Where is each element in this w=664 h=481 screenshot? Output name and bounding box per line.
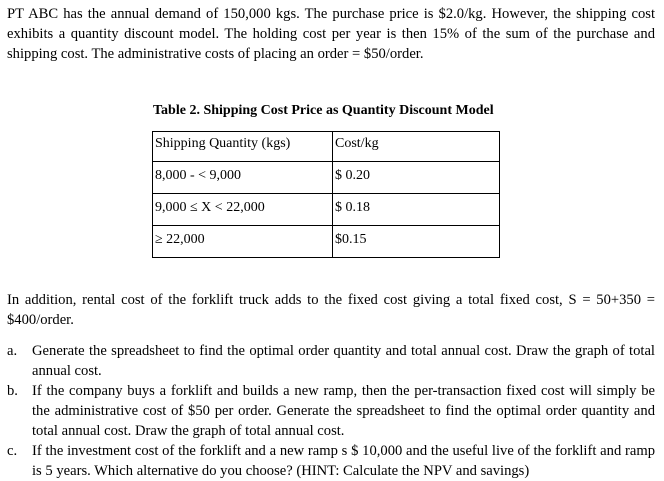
quantity-cell: ≥ 22,000 — [153, 226, 333, 258]
task-text: If the company buys a forklift and builds a new ramp, then the per-transaction fixed cost will simply be the administrative cost of $50 per order. Generate the spreadsheet to find the optimal order quantity and total annual cost. Draw the graph of total annual cost. — [32, 383, 655, 439]
task-marker: b. — [7, 383, 18, 399]
table-row — [153, 162, 500, 194]
fixed-cost-paragraph: In addition, rental cost of the forklift truck adds to the fixed cost giving a total fixed cost, S = 50+350 = $400/order. — [7, 292, 655, 328]
table-header-row — [153, 132, 500, 162]
shipping-cost-table — [152, 131, 500, 258]
header-shipping-quantity: Shipping Quantity (kgs) — [153, 132, 333, 162]
cost-cell: $ 0.18 — [333, 194, 500, 226]
task-marker: c. — [7, 443, 18, 459]
quantity-cell: 8,000 - < 9,000 — [153, 162, 333, 194]
task-text: Generate the spreadsheet to find the optimal order quantity and total annual cost. Draw the graph of total annual cost. — [32, 343, 655, 379]
intro-paragraph: PT ABC has the annual demand of 150,000 kgs. The purchase price is $2.0/kg. However, the shipping cost exhibits a quantity discount model. The holding cost per year is then 15% of the sum of the purchase and shipping cost. The administrative costs of placing an order = $50/order. — [7, 6, 655, 62]
task-list — [7, 341, 655, 481]
task-item-b — [7, 381, 655, 441]
quantity-cell: 9,000 ≤ X < 22,000 — [153, 194, 333, 226]
task-marker: a. — [7, 343, 18, 359]
table-title: Table 2. Shipping Cost Price as Quantity Discount Model — [153, 103, 494, 118]
table-row — [153, 226, 500, 258]
cost-cell: $ 0.20 — [333, 162, 500, 194]
table-row — [153, 194, 500, 226]
task-item-a — [7, 341, 655, 381]
cost-cell: $0.15 — [333, 226, 500, 258]
task-text: If the investment cost of the forklift and a new ramp s $ 10,000 and the useful live of the forklift and ramp is 5 years. Which alternative do you choose? (HINT: Calculate the NPV and savings) — [32, 443, 655, 479]
header-cost-per-kg: Cost/kg — [333, 132, 500, 162]
task-item-c — [7, 441, 655, 481]
